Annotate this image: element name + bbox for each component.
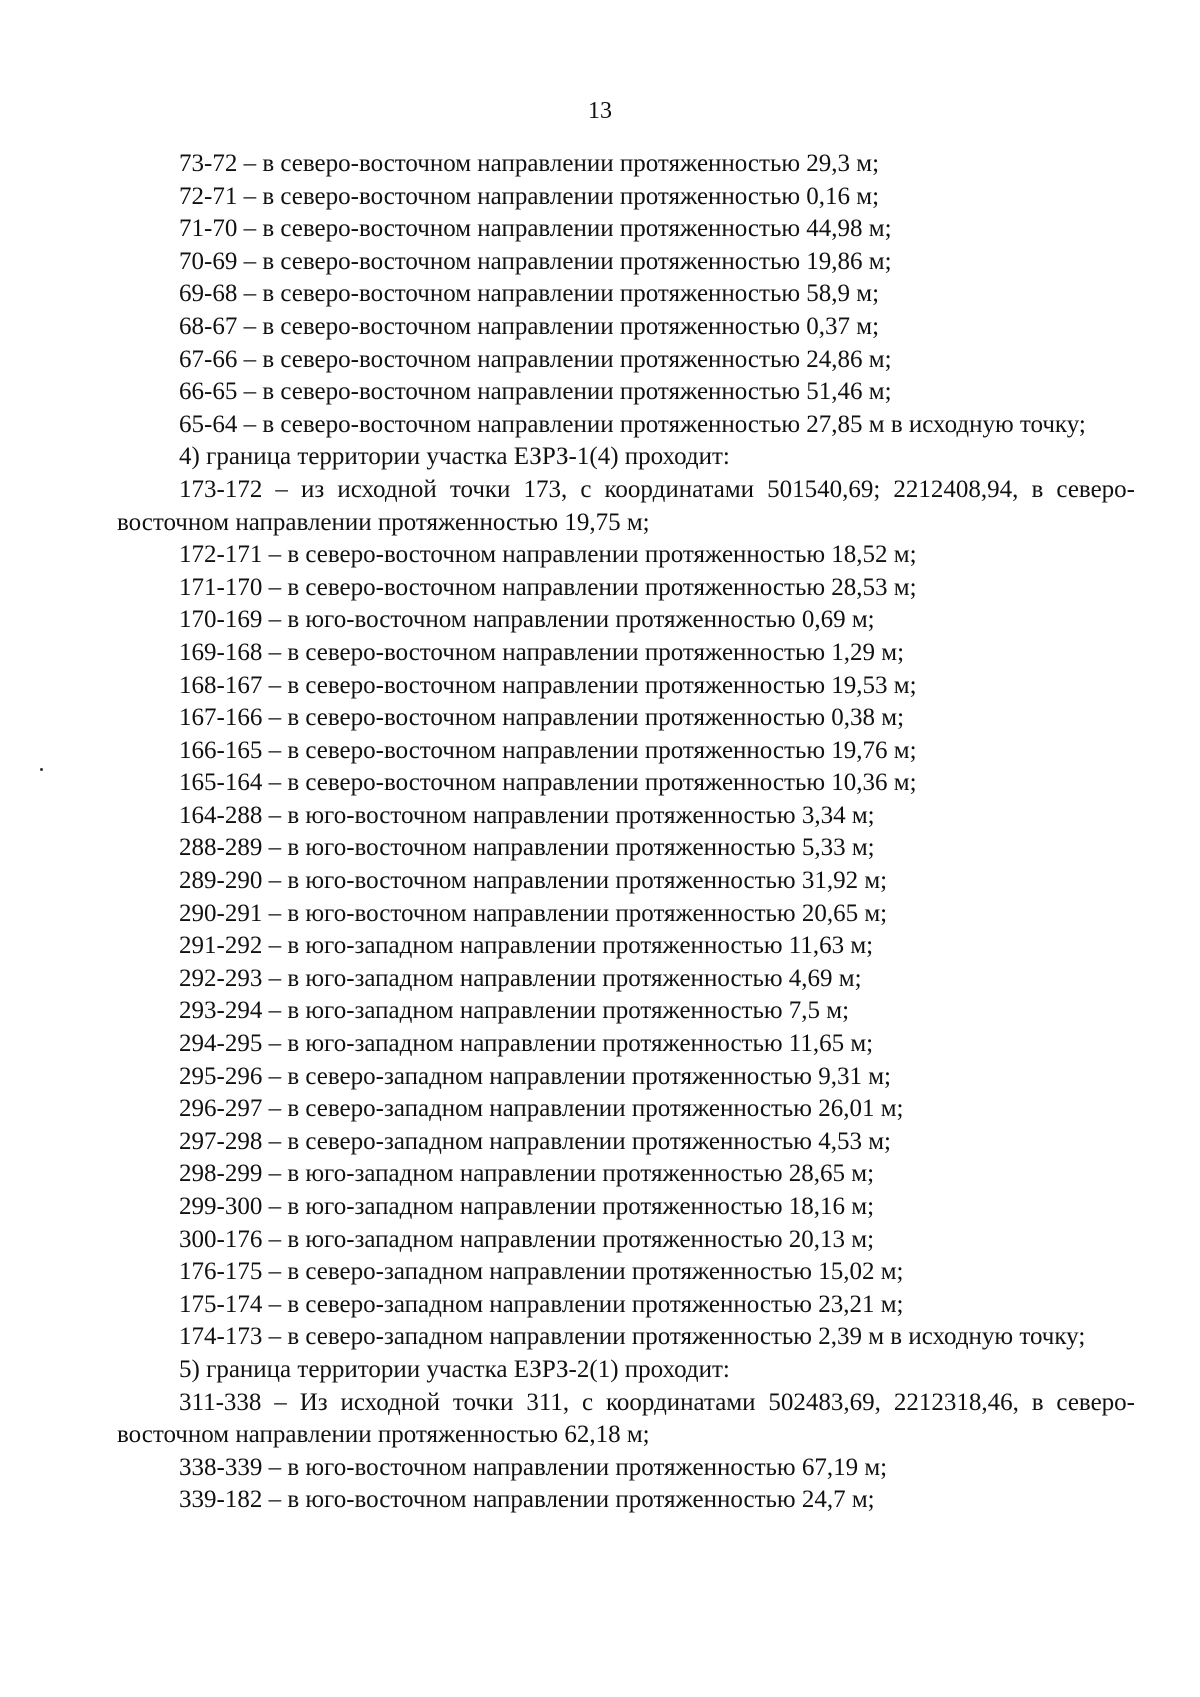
boundary-block-1 — [117, 148, 1135, 441]
boundary-segment: 67-66 – в северо-восточном направлении протяженностью 24,86 м; — [179, 345, 892, 373]
boundary-segment: 168-167 – в северо-восточном направлении протяженностью 19,53 м; — [179, 671, 917, 699]
boundary-segment: 169-168 – в северо-восточном направлении протяженностью 1,29 м; — [179, 638, 905, 666]
document-body — [117, 148, 1135, 1517]
boundary-segment: 295-296 – в северо-западном направлении протяженностью 9,31 м; — [179, 1062, 891, 1090]
boundary-segment-closing: 65-64 – в северо-восточном направлении протяженностью 27,85 м в исходную точку; — [179, 410, 1086, 438]
boundary-segment: 72-71 – в северо-восточном направлении протяженностью 0,16 м; — [179, 182, 880, 210]
boundary-segment: 292-293 – в юго-западном направлении протяженностью 4,69 м; — [179, 964, 862, 992]
boundary-segment: 289-290 – в юго-восточном направлении протяженностью 31,92 м; — [179, 867, 888, 895]
boundary-segment: 175-174 – в северо-западном направлении протяженностью 23,21 м; — [179, 1290, 904, 1318]
boundary-segment: 165-164 – в северо-восточном направлении протяженностью 10,36 м; — [179, 769, 917, 797]
boundary-segment: 297-298 – в северо-западном направлении протяженностью 4,53 м; — [179, 1127, 891, 1155]
boundary-segment: 291-292 – в юго-западном направлении протяженностью 11,63 м; — [179, 932, 874, 960]
boundary-segment: 300-176 – в юго-западном направлении протяженностью 20,13 м; — [179, 1225, 875, 1253]
boundary-segment: 170-169 – в юго-восточном направлении протяженностью 0,69 м; — [179, 606, 875, 634]
boundary-segment: 70-69 – в северо-восточном направлении протяженностью 19,86 м; — [179, 247, 892, 275]
boundary-segment: 293-294 – в юго-западном направлении протяженностью 7,5 м; — [179, 997, 850, 1025]
boundary-segment: 166-165 – в северо-восточном направлении протяженностью 19,76 м; — [179, 736, 917, 764]
boundary-segment: 69-68 – в северо-восточном направлении протяженностью 58,9 м; — [179, 280, 880, 308]
boundary-segment: 296-297 – в северо-западном направлении протяженностью 26,01 м; — [179, 1095, 904, 1123]
boundary-segment-start: 173-172 – из исходной точки 173, с координатами 501540,69; 2212408,94, в северо- восточном направлении протяженностью 19,75 м; — [117, 475, 1135, 536]
section-5 — [117, 1354, 1135, 1517]
section-heading: 5) граница территории участка ЕЗРЗ-2(1) проходит: — [179, 1355, 730, 1383]
boundary-segment: 298-299 – в юго-западном направлении протяженностью 28,65 м; — [179, 1160, 875, 1188]
boundary-segment: 288-289 – в юго-восточном направлении протяженностью 5,33 м; — [179, 834, 875, 862]
boundary-segment: 290-291 – в юго-восточном направлении протяженностью 20,65 м; — [179, 899, 888, 927]
boundary-segment: 338-339 – в юго-восточном направлении протяженностью 67,19 м; — [179, 1453, 888, 1481]
section-4 — [117, 441, 1135, 1354]
boundary-segment: 167-166 – в северо-восточном направлении протяженностью 0,38 м; — [179, 704, 905, 732]
boundary-segment: 176-175 – в северо-западном направлении протяженностью 15,02 м; — [179, 1258, 904, 1286]
boundary-segment: 73-72 – в северо-восточном направлении протяженностью 29,3 м; — [179, 150, 880, 177]
scan-speck — [40, 768, 43, 771]
boundary-segment: 299-300 – в юго-западном направлении протяженностью 18,16 м; — [179, 1193, 875, 1220]
boundary-segment: 339-182 – в юго-восточном направлении протяженностью 24,7 м; — [179, 1486, 875, 1514]
section-heading: 4) граница территории участка ЕЗРЗ-1(4) проходит: — [179, 443, 730, 471]
page-number: 13 — [588, 98, 612, 124]
boundary-segment: 172-171 – в северо-восточном направлении протяженностью 18,52 м; — [179, 541, 917, 569]
boundary-segment: 164-288 – в юго-восточном направлении протяженностью 3,34 м; — [179, 801, 875, 829]
boundary-segment: 68-67 – в северо-восточном направлении протяженностью 0,37 м; — [179, 312, 880, 340]
boundary-segment: 294-295 – в юго-западном направлении протяженностью 11,65 м; — [179, 1030, 874, 1058]
boundary-segment-closing: 174-173 – в северо-западном направлении протяженностью 2,39 м в исходную точку; — [179, 1323, 1086, 1351]
boundary-segment: 71-70 – в северо-восточном направлении протяженностью 44,98 м; — [179, 215, 892, 243]
boundary-segment: 66-65 – в северо-восточном направлении протяженностью 51,46 м; — [179, 378, 892, 406]
boundary-segment-start: 311-338 – Из исходной точки 311, с координатами 502483,69, 2212318,46, в северо- восточном направлении протяженностью 62,18 м; — [117, 1388, 1135, 1449]
boundary-segment: 171-170 – в северо-восточном направлении протяженностью 28,53 м; — [179, 573, 917, 601]
